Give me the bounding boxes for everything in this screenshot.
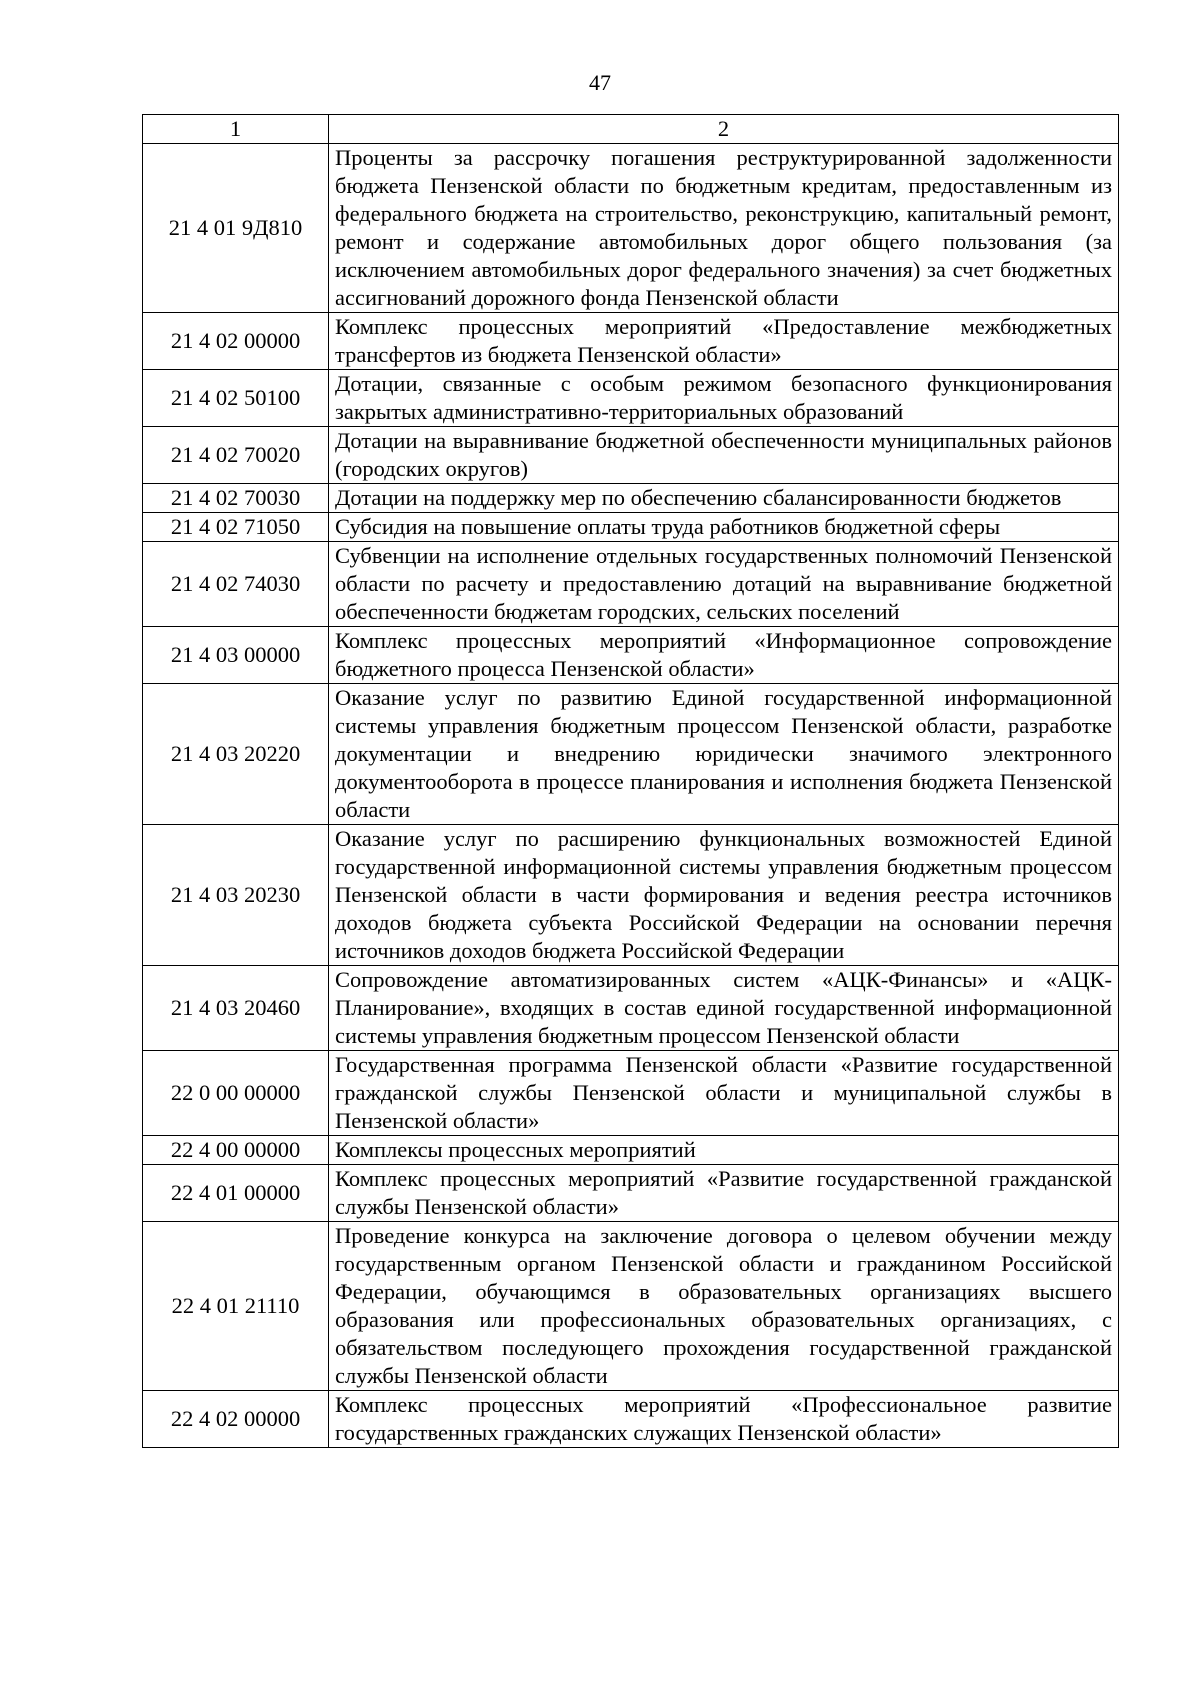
row-description: Комплекс процессных мероприятий «Развитие государственной гражданской службы Пензенской области»	[329, 1165, 1119, 1222]
table-row	[143, 513, 1119, 542]
table-row	[143, 370, 1119, 427]
row-code: 22 4 01 21110	[143, 1222, 329, 1391]
column-header-2: 2	[329, 115, 1119, 144]
row-description: Государственная программа Пензенской области «Развитие государственной гражданской службы Пензенской области и муниципальной службы в Пензенской области»	[329, 1051, 1119, 1136]
table-row	[143, 484, 1119, 513]
row-description: Комплекс процессных мероприятий «Профессиональное развитие государственных гражданских служащих Пензенской области»	[329, 1391, 1119, 1448]
row-description: Проценты за рассрочку погашения реструктурированной задолженности бюджета Пензенской области по бюджетным кредитам, предоставленным из федерального бюджета на строительство, реконструкцию, капитальный ремонт, ремонт и содержание автомобильных дорог общего пользования (за исключением автомобильных дорог федерального значения) за счет бюджетных ассигнований дорожного фонда Пензенской области	[329, 144, 1119, 313]
row-code: 21 4 01 9Д810	[143, 144, 329, 313]
row-description: Сопровождение автоматизированных систем «АЦК-Финансы» и «АЦК-Планирование», входящих в состав единой государственной информационной системы управления бюджетным процессом Пензенской области	[329, 966, 1119, 1051]
row-code: 21 4 02 00000	[143, 313, 329, 370]
table-row	[143, 1222, 1119, 1391]
row-code: 21 4 02 70030	[143, 484, 329, 513]
table-row	[143, 144, 1119, 313]
table-row	[143, 1136, 1119, 1165]
table-row	[143, 313, 1119, 370]
budget-codes-table	[142, 114, 1119, 1448]
row-description: Дотации на выравнивание бюджетной обеспеченности муниципальных районов (городских округов)	[329, 427, 1119, 484]
row-code: 21 4 03 20460	[143, 966, 329, 1051]
row-code: 22 0 00 00000	[143, 1051, 329, 1136]
table-row	[143, 684, 1119, 825]
table-row	[143, 825, 1119, 966]
table-row	[143, 1051, 1119, 1136]
row-code: 21 4 03 20220	[143, 684, 329, 825]
row-code: 21 4 02 50100	[143, 370, 329, 427]
row-description: Комплекс процессных мероприятий «Предоставление межбюджетных трансфертов из бюджета Пензенской области»	[329, 313, 1119, 370]
row-code: 22 4 00 00000	[143, 1136, 329, 1165]
row-description: Дотации на поддержку мер по обеспечению сбалансированности бюджетов	[329, 484, 1119, 513]
table-row	[143, 627, 1119, 684]
row-description: Оказание услуг по расширению функциональных возможностей Единой государственной информационной системы управления бюджетным процессом Пензенской области в части формирования и ведения реестра источников доходов бюджета субъекта Российской Федерации на основании перечня источников доходов бюджета Российской Федерации	[329, 825, 1119, 966]
row-code: 21 4 02 71050	[143, 513, 329, 542]
row-description: Оказание услуг по развитию Единой государственной информационной системы управления бюджетным процессом Пензенской области, разработке документации и внедрению юридически значимого электронного документооборота в процессе планирования и исполнения бюджета Пензенской области	[329, 684, 1119, 825]
row-description: Субсидия на повышение оплаты труда работников бюджетной сферы	[329, 513, 1119, 542]
row-description: Комплексы процессных мероприятий	[329, 1136, 1119, 1165]
table-row	[143, 1165, 1119, 1222]
column-header-1: 1	[143, 115, 329, 144]
row-code: 21 4 02 70020	[143, 427, 329, 484]
table-row	[143, 1391, 1119, 1448]
row-description: Дотации, связанные с особым режимом безопасного функционирования закрытых административно-территориальных образований	[329, 370, 1119, 427]
row-code: 22 4 02 00000	[143, 1391, 329, 1448]
row-code: 22 4 01 00000	[143, 1165, 329, 1222]
row-code: 21 4 03 00000	[143, 627, 329, 684]
row-code: 21 4 02 74030	[143, 542, 329, 627]
row-description: Субвенции на исполнение отдельных государственных полномочий Пензенской области по расчету и предоставлению дотаций на выравнивание бюджетной обеспеченности бюджетам городских, сельских поселений	[329, 542, 1119, 627]
table-row	[143, 427, 1119, 484]
row-code: 21 4 03 20230	[143, 825, 329, 966]
row-description: Комплекс процессных мероприятий «Информационное сопровождение бюджетного процесса Пензенской области»	[329, 627, 1119, 684]
row-description: Проведение конкурса на заключение договора о целевом обучении между государственным органом Пензенской области и гражданином Российской Федерации, обучающимся в образовательных организациях высшего образования или профессиональных образовательных организациях, с обязательством последующего прохождения государственной гражданской службы Пензенской области	[329, 1222, 1119, 1391]
table-row	[143, 542, 1119, 627]
table-row	[143, 966, 1119, 1051]
table-header-row	[143, 115, 1119, 144]
page-number: 47	[589, 70, 611, 95]
